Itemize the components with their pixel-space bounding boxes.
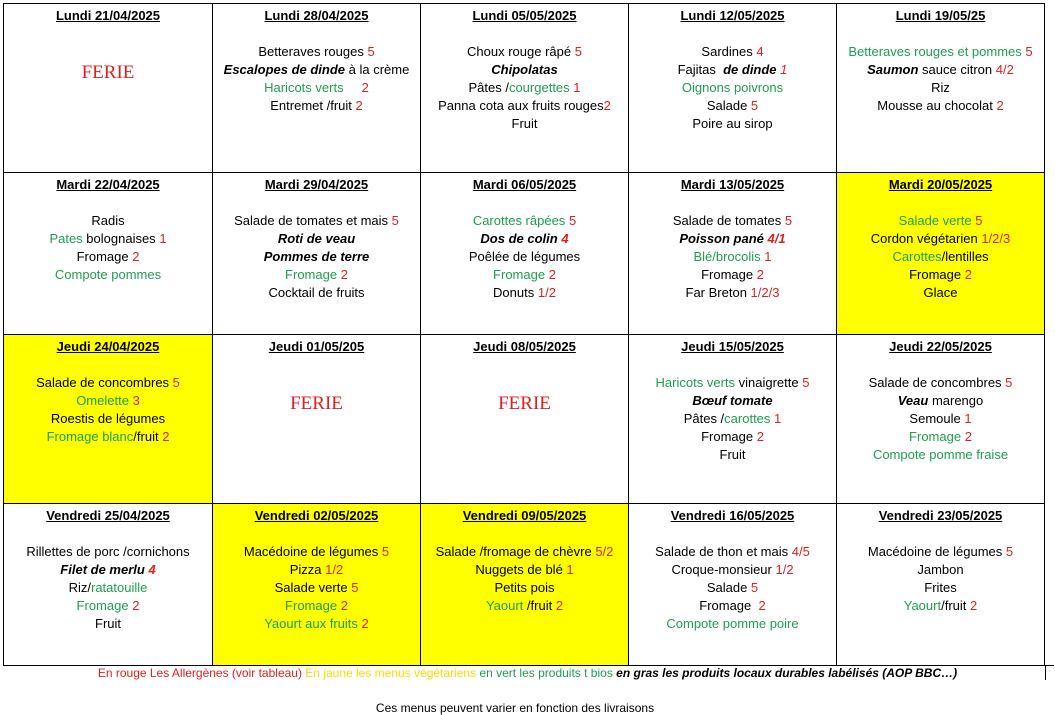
dish-text: Salade de tomates et mais [234, 213, 392, 228]
allergen-code: 1 [964, 411, 972, 426]
dish-text: Macédoine de légumes [867, 544, 1006, 559]
dish-text: /fruit [941, 598, 970, 613]
dish-text: Semoule [909, 411, 965, 426]
dish-line [4, 615, 212, 633]
allergen-code: 2 [162, 429, 170, 444]
day-cell [213, 4, 421, 173]
dish-list [213, 43, 420, 115]
dish-text: Saumon [867, 62, 919, 77]
dish-text: Salade de concombres [868, 375, 1006, 390]
day-date: Mardi 22/04/2025 [56, 177, 160, 192]
day-cell [421, 4, 629, 173]
dish-line [837, 43, 1044, 61]
day-cell [213, 173, 421, 335]
dish-text: Carottes [892, 249, 942, 264]
dish-list [629, 43, 836, 133]
legend [0, 666, 1055, 680]
legend-bio: en vert les produits t bios [476, 666, 613, 680]
dish-line [421, 561, 628, 579]
dish-line [837, 561, 1044, 579]
dish-line [421, 230, 628, 248]
dish-line [629, 97, 836, 115]
dish-text: Veau [897, 393, 929, 408]
dish-text: Carottes râpées [472, 213, 566, 228]
dish-text: Fruit [95, 616, 121, 631]
dish-line [421, 266, 628, 284]
dish-text: Fromage [493, 267, 546, 282]
dish-line [837, 230, 1044, 248]
dish-line [421, 579, 628, 597]
dish-text: Pommes de terre [263, 249, 370, 264]
dish-line [837, 374, 1044, 392]
dish-text: Riz [931, 80, 950, 95]
day-cell [837, 335, 1045, 504]
dish-line [4, 266, 212, 284]
allergen-code: 1 [780, 62, 788, 77]
dish-text: Cordon végétarien [870, 231, 982, 246]
allergen-code: 2 [355, 98, 363, 113]
dish-line [837, 266, 1044, 284]
dish-line [629, 79, 836, 97]
dish-line [837, 543, 1044, 561]
dish-line [629, 61, 836, 79]
dish-line [629, 230, 836, 248]
dish-text: Entremet /fruit [270, 98, 356, 113]
dish-line [837, 97, 1044, 115]
dish-list [421, 543, 628, 615]
dish-text: carottes [724, 411, 771, 426]
dish-line [213, 43, 420, 61]
allergen-code: 2 [756, 267, 764, 282]
allergen-code: 5 [750, 580, 759, 595]
dish-line [4, 212, 212, 230]
dish-text: Compote pomme poire [666, 616, 799, 631]
dish-line [837, 392, 1044, 410]
legend-allergens: En rouge Les Allergènes (voir tableau) [97, 666, 302, 680]
menu-row [4, 173, 1045, 335]
day-date: Vendredi 25/04/2025 [46, 508, 170, 523]
dish-list [837, 43, 1044, 115]
dish-text: Riz/ [68, 580, 91, 595]
allergen-code: 5 [1005, 375, 1013, 390]
dish-text: Panna cota aux fruits rouges [438, 98, 604, 113]
allergen-code: 4/1 [767, 231, 786, 246]
day-cell [837, 504, 1045, 666]
dish-list [4, 212, 212, 284]
dish-text: Salade de thon et mais [655, 544, 792, 559]
dish-text: marengo [928, 393, 984, 408]
dish-line [4, 561, 212, 579]
allergen-code: 1/2/3 [750, 285, 780, 300]
dish-text: Yaourt [485, 598, 524, 613]
dish-text: Choux rouge râpé [467, 44, 575, 59]
dish-line [837, 579, 1044, 597]
allergen-code: 1/2 [325, 562, 344, 577]
dish-line [213, 543, 420, 561]
allergen-code: 2 [340, 267, 348, 282]
dish-list [4, 374, 212, 446]
dish-line [213, 97, 420, 115]
dish-text: Fajitas [677, 62, 724, 77]
dish-line [629, 410, 836, 428]
day-cell [4, 504, 213, 666]
dish-text: Fromage [909, 267, 965, 282]
allergen-code: 5 [381, 544, 390, 559]
allergen-code: 1 [774, 411, 782, 426]
allergen-code: 5 [172, 375, 180, 390]
dish-line [4, 597, 212, 615]
dish-line [421, 115, 628, 133]
allergen-code: 2 [361, 616, 369, 631]
dish-line [837, 446, 1044, 464]
allergen-code: 3 [132, 393, 140, 408]
dish-text: Frites [924, 580, 957, 595]
allergen-code: 2 [361, 80, 369, 95]
dish-line [629, 543, 836, 561]
allergen-code: 5 [391, 213, 399, 228]
menu-row [4, 504, 1045, 666]
menu-row [4, 335, 1045, 504]
dish-text: Glace [923, 285, 958, 300]
dish-line [629, 579, 836, 597]
dish-text: Mousse au chocolat [877, 98, 997, 113]
day-date: Lundi 05/05/2025 [472, 8, 577, 23]
dish-line [629, 248, 836, 266]
dish-line [837, 248, 1044, 266]
dish-line [629, 43, 836, 61]
dish-text: Jambon [917, 562, 964, 577]
dish-list [629, 543, 836, 633]
dish-text: /fruit [133, 429, 163, 444]
dish-text: Poire au sirop [692, 116, 773, 131]
menu-table [3, 3, 1045, 666]
allergen-code: 1 [566, 562, 574, 577]
dish-line [213, 284, 420, 302]
day-cell [629, 504, 837, 666]
dish-line [213, 212, 420, 230]
dish-text: Betteraves rouges [258, 44, 368, 59]
dish-text: Yaourt [903, 598, 942, 613]
dish-text: Fromage [701, 429, 757, 444]
dish-line [837, 79, 1044, 97]
dish-line [421, 79, 628, 97]
day-cell [629, 173, 837, 335]
dish-text: ratatouille [91, 580, 148, 595]
dish-text: Roti de veau [277, 231, 356, 246]
allergen-code: 5/2 [595, 544, 614, 559]
allergen-code: 2 [970, 598, 978, 613]
dish-text: Fruit [511, 116, 538, 131]
dish-line [4, 428, 212, 446]
dish-line [421, 212, 628, 230]
allergen-code: 5 [750, 98, 759, 113]
allergen-code: 5 [975, 213, 983, 228]
day-cell [837, 173, 1045, 335]
legend-local: en gras les produits locaux durables labélisés (AOP BBC…) [612, 666, 958, 680]
day-date: Vendredi 02/05/2025 [254, 508, 379, 523]
allergen-code: 1/2/3 [981, 231, 1011, 246]
dish-line [421, 597, 628, 615]
dish-text: sauce citron [918, 62, 996, 77]
dish-text [344, 80, 362, 95]
dish-line [421, 248, 628, 266]
dish-list [213, 543, 420, 633]
dish-text: Nuggets de blé [475, 562, 567, 577]
dish-line [213, 615, 420, 633]
dish-text: Salade [706, 98, 751, 113]
dish-line [629, 115, 836, 133]
dish-text: Poisson pané [679, 231, 764, 246]
dish-text: /lentilles [941, 249, 989, 264]
allergen-code: 4 [148, 562, 156, 577]
holiday-label: FERIE [498, 393, 551, 414]
dish-text: Pates [49, 231, 83, 246]
dish-list [837, 212, 1044, 302]
dish-text: Escalopes de dinde [223, 62, 346, 77]
dish-line [4, 392, 212, 410]
dish-line [837, 597, 1044, 615]
dish-list [629, 212, 836, 302]
day-cell [4, 335, 213, 504]
day-cell [629, 335, 837, 504]
dish-text: vinaigrette [735, 375, 803, 390]
dish-text: bolognaises [82, 231, 160, 246]
day-cell [421, 173, 629, 335]
dish-line [629, 428, 836, 446]
allergen-code: 2 [340, 598, 348, 613]
dish-list [421, 43, 628, 133]
day-date: Lundi 12/05/2025 [680, 8, 785, 23]
dish-text: Compote pommes [54, 267, 162, 282]
allergen-code: 5 [1005, 544, 1014, 559]
dish-list [629, 374, 836, 464]
dish-text: Salade [706, 580, 751, 595]
dish-line [213, 61, 420, 79]
dish-text: Poêlée de légumes [468, 249, 581, 264]
allergen-code: 1 [764, 249, 772, 264]
dish-text: Fromage [285, 267, 338, 282]
allergen-code: 2 [548, 267, 556, 282]
day-date: Mardi 06/05/2025 [472, 177, 577, 192]
dish-line [629, 374, 836, 392]
dish-line [837, 61, 1044, 79]
allergen-code: 4 [756, 44, 764, 59]
dish-text: Donuts [493, 285, 538, 300]
dish-list [4, 543, 212, 633]
dish-line [629, 212, 836, 230]
dish-line [4, 543, 212, 561]
dish-line [837, 410, 1044, 428]
day-date: Vendredi 23/05/2025 [878, 508, 1003, 523]
allergen-code: 2 [603, 98, 611, 113]
dish-line [629, 561, 836, 579]
dish-line [629, 266, 836, 284]
dish-text: Fromage blanc [46, 429, 134, 444]
holiday-label: FERIE [290, 393, 343, 414]
day-cell [837, 4, 1045, 173]
dish-list [837, 374, 1044, 464]
day-date: Lundi 28/04/2025 [264, 8, 369, 23]
dish-line [421, 543, 628, 561]
day-cell [4, 173, 213, 335]
dish-text: /fruit [523, 598, 556, 613]
dish-line [629, 392, 836, 410]
dish-text: Oignons poivrons [681, 80, 784, 95]
dish-text: Petits pois [494, 580, 555, 595]
dish-line [837, 428, 1044, 446]
dish-line [837, 284, 1044, 302]
allergen-code: 5 [568, 213, 577, 228]
day-date: Lundi 21/04/2025 [55, 8, 161, 23]
dish-text: Roestis de légumes [50, 411, 166, 426]
dish-text: Pizza [289, 562, 326, 577]
allergen-code: 2 [132, 598, 140, 613]
dish-text: Croque-monsieur [671, 562, 776, 577]
dish-line [213, 266, 420, 284]
dish-text: Omelette [76, 393, 129, 408]
menu-row [4, 4, 1045, 173]
dish-line [213, 230, 420, 248]
dish-line [4, 248, 212, 266]
dish-line [213, 79, 420, 97]
day-cell [421, 335, 629, 504]
dish-text: Salade de tomates [672, 213, 785, 228]
day-cell [213, 335, 421, 504]
dish-text: Fromage [76, 598, 129, 613]
menu-body [4, 4, 1045, 666]
dish-text: Bœuf tomate [692, 393, 773, 408]
legend-vegetarian: En jaune les menus végétariens [301, 666, 477, 680]
allergen-code: 5 [351, 580, 359, 595]
day-cell [421, 504, 629, 666]
dish-text: Compote pomme fraise [872, 447, 1009, 462]
dish-line [213, 561, 420, 579]
allergen-code: 4 [561, 231, 569, 246]
dish-text: Chipolatas [491, 62, 558, 77]
allergen-code: 5 [574, 44, 582, 59]
holiday-label: FERIE [81, 62, 135, 83]
dish-text: Macédoine de légumes [243, 544, 382, 559]
dish-line [4, 410, 212, 428]
dish-text: Fromage [701, 267, 757, 282]
dish-list [421, 212, 628, 302]
day-date: Mardi 29/04/2025 [264, 177, 369, 192]
dish-line [629, 615, 836, 633]
dish-text: Rillettes de porc /cornichons [26, 544, 190, 559]
day-cell [629, 4, 837, 173]
allergen-code: 5 [784, 213, 793, 228]
allergen-code: 5 [1025, 44, 1033, 59]
dish-text: Yaourt aux fruits [264, 616, 358, 631]
dish-text: Salade verte [274, 580, 352, 595]
allergen-code: 4/2 [995, 62, 1014, 77]
page-corner-mark [1045, 665, 1054, 680]
day-cell [4, 4, 213, 173]
allergen-code: 5 [367, 44, 375, 59]
dish-line [629, 446, 836, 464]
dish-line [4, 230, 212, 248]
allergen-code: 2 [964, 267, 972, 282]
dish-list [837, 543, 1044, 615]
dish-line [629, 597, 836, 615]
allergen-code: 1 [573, 80, 581, 95]
dish-line [421, 97, 628, 115]
dish-text: Pâtes / [683, 411, 725, 426]
day-date: Jeudi 08/05/2025 [473, 339, 576, 354]
allergen-code: 2 [964, 429, 972, 444]
dish-text: Radis [91, 213, 125, 228]
dish-line [421, 284, 628, 302]
dish-line [837, 212, 1044, 230]
footer-note: Ces menus peuvent varier en fonction des livraisons [375, 701, 655, 715]
dish-text: Fromage [699, 598, 759, 613]
dish-text: Salade verte [898, 213, 972, 228]
dish-text: Blé/brocolis [693, 249, 761, 264]
dish-text: Far Breton [685, 285, 751, 300]
dish-text: de dinde [723, 62, 777, 77]
dish-line [629, 284, 836, 302]
dish-line [213, 579, 420, 597]
allergen-code: 1 [159, 231, 167, 246]
dish-text: Sardines [701, 44, 757, 59]
dish-text: Cocktail de fruits [268, 285, 365, 300]
dish-line [4, 579, 212, 597]
dish-text: courgettes [508, 80, 570, 95]
dish-text: Betteraves rouges et pommes [848, 44, 1022, 59]
dish-line [213, 597, 420, 615]
dish-text: Fromage [76, 249, 133, 264]
day-date: Lundi 19/05/25 [895, 8, 986, 23]
day-date: Jeudi 01/05/205 [268, 339, 365, 354]
allergen-code: 2 [132, 249, 140, 264]
allergen-code: 2 [756, 429, 764, 444]
allergen-code: 4/5 [791, 544, 810, 559]
day-date: Vendredi 16/05/2025 [670, 508, 795, 523]
dish-text: Fruit [719, 447, 746, 462]
allergen-code: 2 [555, 598, 564, 613]
dish-text: Fromage [285, 598, 338, 613]
allergen-code: 5 [802, 375, 810, 390]
dish-line [421, 61, 628, 79]
day-date: Vendredi 09/05/2025 [462, 508, 587, 523]
dish-text: à la crème [345, 62, 410, 77]
dish-text: Dos de colin [480, 231, 558, 246]
day-cell [213, 504, 421, 666]
day-date: Mardi 13/05/2025 [680, 177, 785, 192]
dish-text: Haricots verts [655, 375, 736, 390]
day-date: Mardi 20/05/2025 [888, 177, 993, 192]
dish-line [421, 43, 628, 61]
day-date: Jeudi 15/05/2025 [681, 339, 784, 354]
dish-text: Salade /fromage de chèvre [435, 544, 596, 559]
dish-text: Filet de merlu [60, 562, 145, 577]
dish-text: Fromage [909, 429, 962, 444]
allergen-code: 1/2 [775, 562, 794, 577]
allergen-code: 2 [996, 98, 1004, 113]
dish-line [213, 248, 420, 266]
day-date: Jeudi 22/05/2025 [889, 339, 992, 354]
dish-text: Salade de concombres [36, 375, 173, 390]
dish-line [4, 374, 212, 392]
day-date: Jeudi 24/04/2025 [56, 339, 160, 354]
allergen-code: 1/2 [537, 285, 556, 300]
dish-text: Pâtes / [468, 80, 509, 95]
dish-list [213, 212, 420, 302]
allergen-code: 2 [758, 598, 766, 613]
dish-text: Haricots verts [264, 80, 344, 95]
